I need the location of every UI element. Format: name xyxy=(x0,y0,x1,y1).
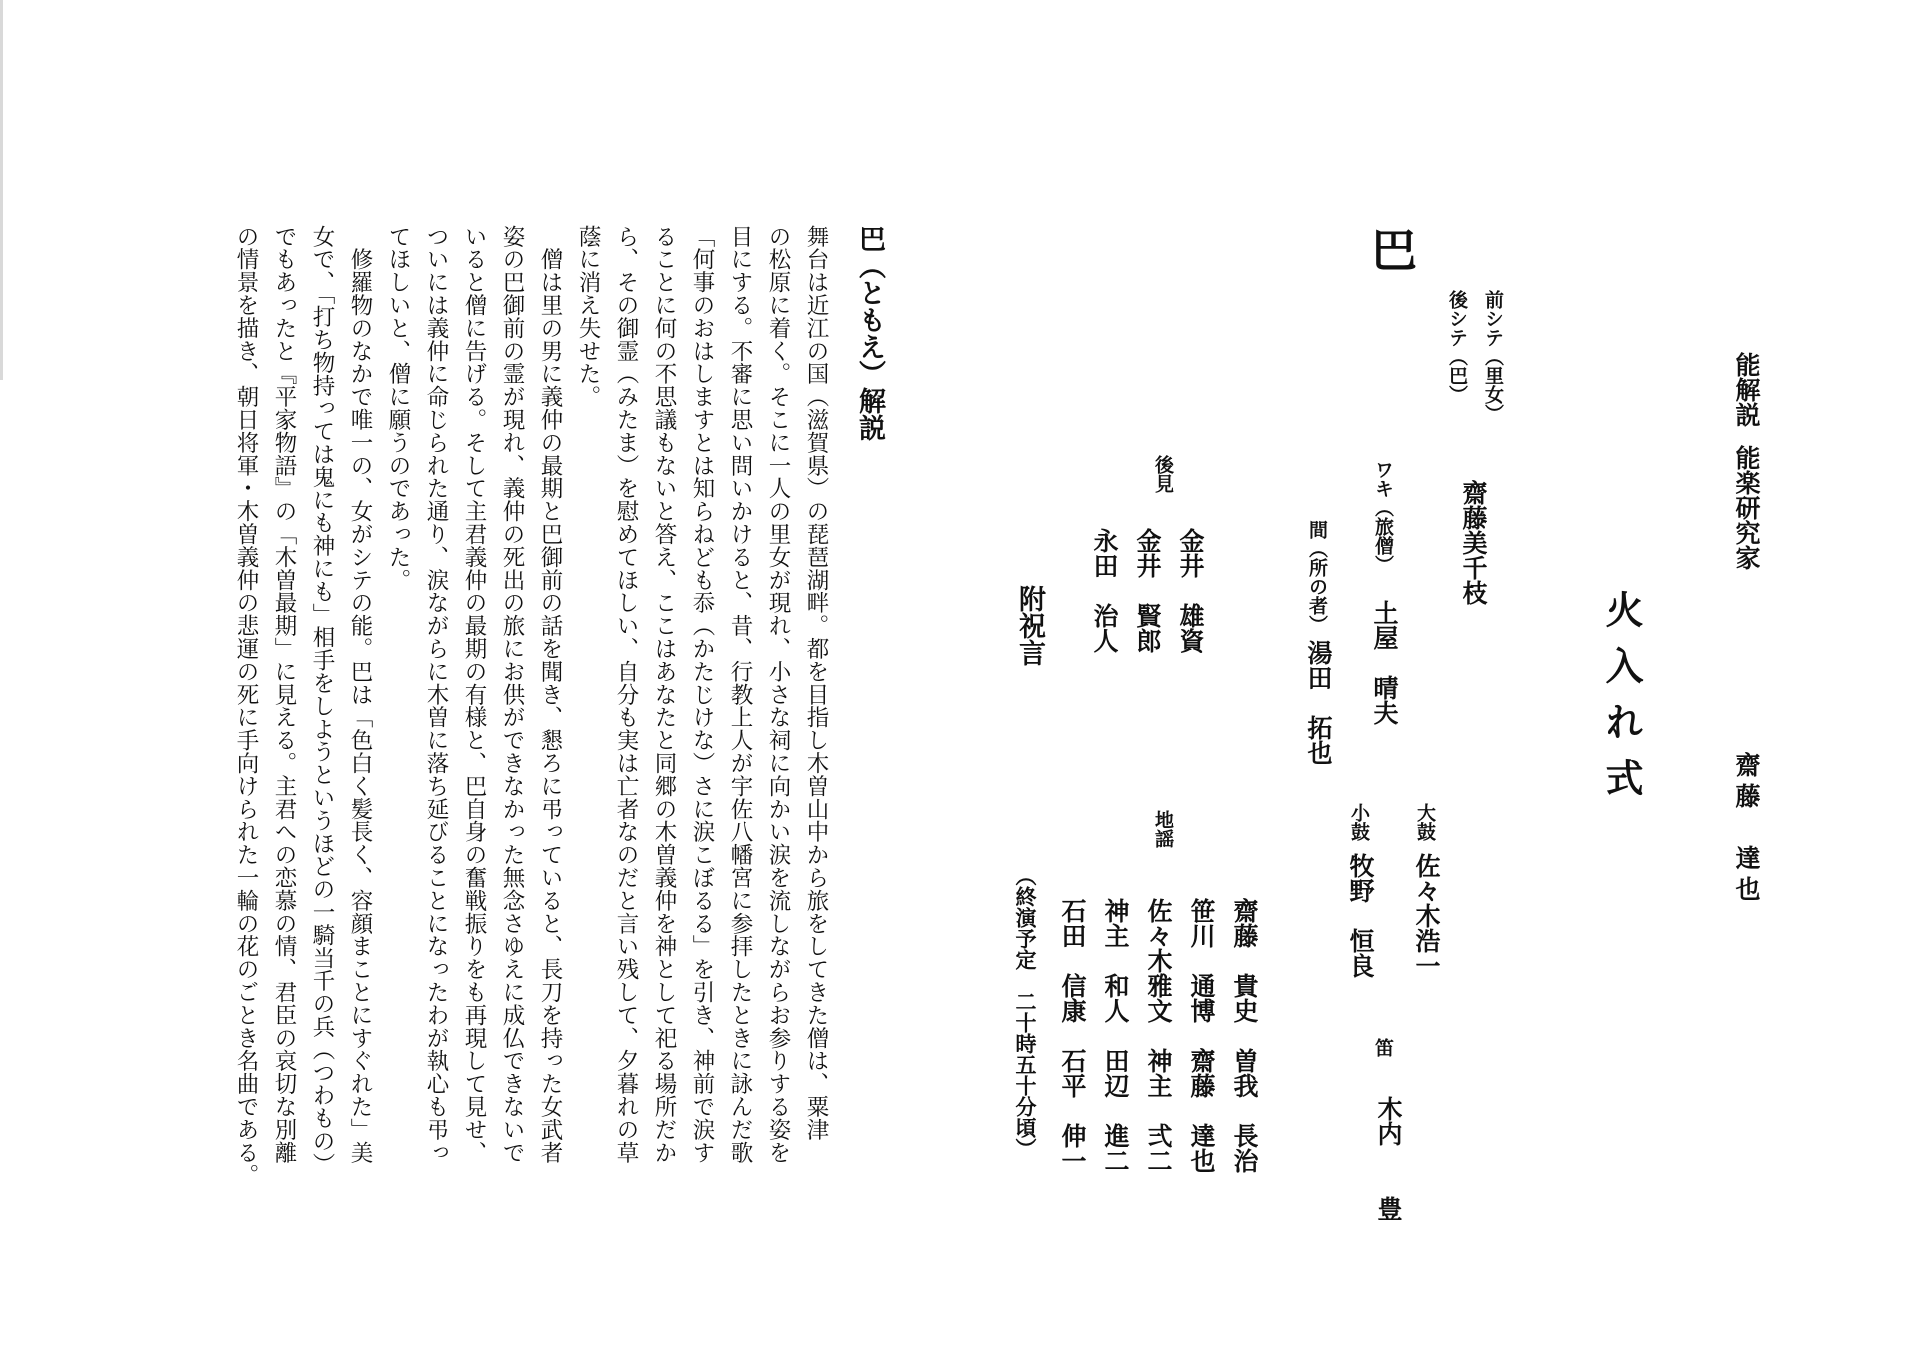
waki-role: ワキ（旅僧） xyxy=(1372,460,1394,574)
header-name: 齋藤 達也 xyxy=(1732,752,1761,907)
commentary-line: の松原に着く。そこに一人の里女が現れ、小さな祠に向かい涙を流しながらお参りする姿を xyxy=(765,225,791,1164)
shugen: 附祝言 xyxy=(1014,585,1045,666)
ai-role: 間（所の者） xyxy=(1306,520,1328,634)
commentary-line: いると僧に告げる。そして主君義仲の最期の有様と、巴自身の奮戦振りをも再現して見せ、 xyxy=(461,225,487,1164)
commentary-line: 僧は里の男に義仲の最期と巴御前の話を聞き、懇ろに弔っていると、長刀を持った女武者 xyxy=(537,225,563,1164)
commentary-line: でもあったと『平家物語』の「木曽最期」に見える。主君への恋慕の情、君臣の哀切な別離 xyxy=(271,225,297,1164)
jiutai-column: 齋藤 貴史 曽我 長治 xyxy=(1230,898,1259,1173)
header-role: 能楽研究家 xyxy=(1732,445,1761,570)
commentary-line: 舞台は近江の国（滋賀県）の琵琶湖畔。都を目指し木曽山中から旅をしてきた僧は、粟津 xyxy=(803,225,829,1141)
play-title: 巴 xyxy=(1364,226,1418,272)
otsuzumi-name: 佐々木浩一 xyxy=(1412,853,1441,978)
jiutai-role: 地謡 xyxy=(1152,810,1174,848)
kotsuzumi-role: 小鼓 xyxy=(1348,803,1370,841)
commentary-line: 姿の巴御前の霊が現れ、義仲の死出の旅にお供ができなかった無念さゆえに成仏できないで xyxy=(499,225,525,1164)
fue-name: 木内 豊 xyxy=(1374,1096,1403,1221)
commentary-line: てほしいと、僧に願うのであった。 xyxy=(385,225,411,592)
commentary-line: 蔭に消え失せた。 xyxy=(575,225,601,409)
koken-name: 金井 雄資 xyxy=(1176,528,1205,653)
jiutai-column: 石田 信康 石平 伸一 xyxy=(1058,898,1087,1173)
otsuzumi-role: 大鼓 xyxy=(1414,803,1436,841)
nochi-shite-role: 後シテ（巴） xyxy=(1446,290,1468,404)
kotsuzumi-name: 牧野 恒良 xyxy=(1346,853,1375,978)
jiutai-column: 佐々木雅文 神主 弍二 xyxy=(1144,898,1173,1173)
commentary-line: 「何事のおはしますとは知らねども忝（かたじけな）さに涙こぼるる」を引き、神前で涙す xyxy=(689,225,715,1164)
commentary-line: 目にする。不審に思い問いかけると、昔、行教上人が宇佐八幡宮に参拝したときに詠んだ歌 xyxy=(727,225,753,1164)
header-title: 火入れ式 xyxy=(1599,590,1644,814)
header-category: 能解説 xyxy=(1732,352,1761,427)
commentary-line: ついには義仲に命じられた通り、涙ながらに木曽に落ち延びることになったわが執心も弔っ xyxy=(423,225,449,1164)
shite-name: 齋藤美千枝 xyxy=(1459,480,1488,605)
end-time: （終演予定 二十時五十分頃） xyxy=(1013,865,1038,1159)
koken-name: 永田 治人 xyxy=(1090,528,1119,653)
scan-edge xyxy=(0,0,3,380)
mae-shite-role: 前シテ（里女） xyxy=(1482,290,1504,423)
koken-name: 金井 賢郎 xyxy=(1133,528,1162,653)
waki-name: 土屋 晴夫 xyxy=(1370,600,1399,725)
jiutai-column: 笹川 通博 齋藤 達也 xyxy=(1187,898,1216,1173)
commentary-line: ら、その御霊（みたま）を慰めてほしい、自分も実は亡者なのだと言い残して、夕暮れの草 xyxy=(613,225,639,1164)
commentary-line: の情景を描き、朝日将軍・木曽義仲の悲運の死に手向けられた一輪の花のごとき名曲である。 xyxy=(233,225,259,1187)
ai-name: 湯田 拓也 xyxy=(1304,640,1333,765)
commentary-line: ることに何の不思議もないと答え、ここはあなたと同郷の木曽義仲を神として祀る場所だか xyxy=(651,225,677,1164)
fue-role: 笛 xyxy=(1372,1038,1394,1057)
jiutai-column: 神主 和人 田辺 進二 xyxy=(1101,898,1130,1173)
koken-role: 後見 xyxy=(1152,455,1174,493)
commentary-heading: 巴（ともえ）解説 xyxy=(854,225,885,441)
commentary-line: 修羅物のなかで唯一の、女がシテの能。巴は「色白く髪長く、容顔まことにすぐれた」美 xyxy=(347,225,373,1164)
commentary-line: 女で、「打ち物持っては鬼にも神にも」相手をしようというほどの一騎当千の兵（つわもの） xyxy=(309,225,335,1176)
